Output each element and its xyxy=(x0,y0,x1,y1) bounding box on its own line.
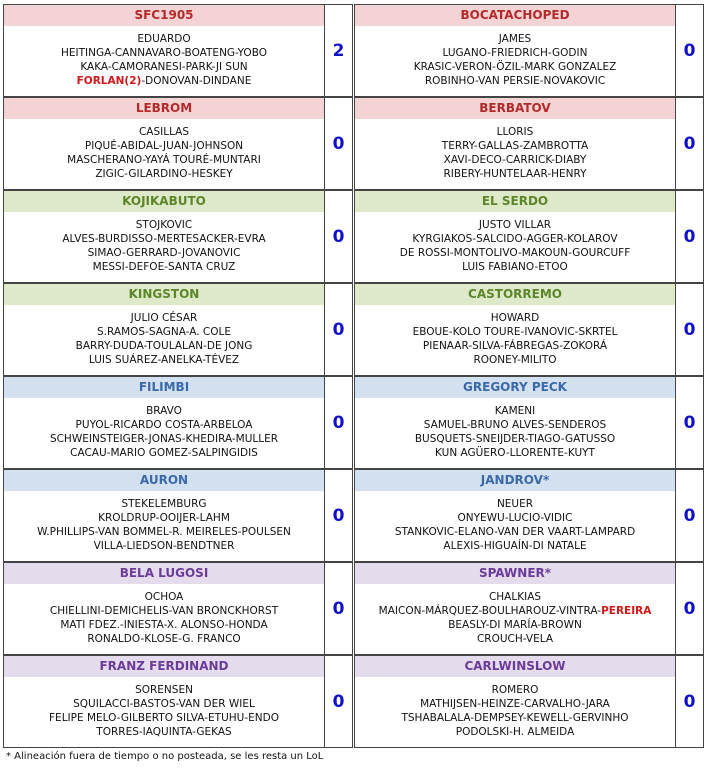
player-names: ALEXIS-HIGUAÍN-DI NATALE xyxy=(443,540,587,552)
lineup-line xyxy=(94,539,235,553)
lineup-line xyxy=(93,260,236,274)
lineup-line xyxy=(401,711,628,725)
match-row xyxy=(3,97,704,190)
player-names: KYRGIAKOS-SALCIDO-AGGER-KOLAROV xyxy=(412,233,618,245)
match-row xyxy=(3,283,704,376)
score: 0 xyxy=(676,376,704,469)
highlighted-player: TSHABALALA xyxy=(401,712,471,724)
team-box xyxy=(354,283,676,376)
team-box xyxy=(354,190,676,283)
lineup-line xyxy=(489,590,541,604)
team-name: FILIMBI xyxy=(4,377,324,398)
lineup-line xyxy=(89,353,239,367)
team-name: GREGORY PECK xyxy=(355,377,675,398)
score: 0 xyxy=(676,190,704,283)
lineup-line xyxy=(379,604,652,618)
team-name: SFC1905 xyxy=(4,5,324,26)
team-name: BELA LUGOSI xyxy=(4,563,324,584)
lineup-line xyxy=(444,153,587,167)
team-name: FRANZ FERDINAND xyxy=(4,656,324,677)
player-names: ONYEWU-LUCIO-VIDIC xyxy=(457,512,573,524)
lineup-line xyxy=(60,618,267,632)
score: 0 xyxy=(325,562,353,655)
team-box xyxy=(354,97,676,190)
player-names: JUSTO VILLAR xyxy=(478,219,552,231)
player-names: TERRY-GALLAS-ZAMBROTTA xyxy=(441,140,589,152)
team-box xyxy=(3,97,325,190)
player-names: ALVES-BURDISSO-MERTESACKER-EVRA xyxy=(62,233,266,245)
lineup xyxy=(4,677,324,747)
lineup-line xyxy=(420,697,610,711)
lineup-line xyxy=(76,339,253,353)
lineup-line xyxy=(98,511,230,525)
score: 0 xyxy=(325,376,353,469)
lineup-line xyxy=(499,32,531,46)
player-names: PODOLSKI-H. ALMEIDA xyxy=(455,726,575,738)
lineup-line xyxy=(131,311,198,325)
team-name: KOJIKABUTO xyxy=(4,191,324,212)
player-names: MATI FDEZ.-INIESTA-X. ALONSO-HONDA xyxy=(60,619,268,631)
team-name: BOCATACHOPED xyxy=(355,5,675,26)
score: 0 xyxy=(676,655,704,748)
match-row xyxy=(3,4,704,97)
lineup xyxy=(355,305,675,375)
player-names: PUYOL-RICARDO COSTA-ARBELOA xyxy=(75,419,253,431)
match-row xyxy=(3,562,704,655)
lineup-line xyxy=(477,632,553,646)
score: 0 xyxy=(325,469,353,562)
lineup-line xyxy=(424,418,606,432)
lineup-line xyxy=(413,325,618,339)
team-box xyxy=(354,562,676,655)
score: 0 xyxy=(676,283,704,376)
lineup-line xyxy=(497,497,533,511)
lineup-line xyxy=(458,511,573,525)
player-names: EDUARDO xyxy=(137,33,191,45)
lineup-line xyxy=(479,218,551,232)
lineup-line xyxy=(495,404,536,418)
player-names: BRAVO xyxy=(146,405,182,417)
player-names: KAMENI xyxy=(494,405,536,417)
team-box xyxy=(3,190,325,283)
lineup-line xyxy=(414,60,617,74)
lineup-line xyxy=(146,404,182,418)
lineup-line xyxy=(415,432,615,446)
player-names: W.PHILLIPS-VAN BOMMEL-R. MEIRELES-POULSEN xyxy=(37,526,291,538)
match-row xyxy=(3,655,704,748)
player-names: PIQUÉ-ABIDAL-JUAN-JOHNSON xyxy=(84,140,244,152)
team-name: BERBATOV xyxy=(355,98,675,119)
team-box xyxy=(3,655,325,748)
player-names: VILLA-LIEDSON-BENDTNER xyxy=(93,540,235,552)
lineup-line xyxy=(49,711,279,725)
lineup-line xyxy=(497,125,534,139)
lineup-line xyxy=(37,525,291,539)
player-names: BARRY-DUDA-TOULALAN-DE JONG xyxy=(75,340,253,352)
lineup-line xyxy=(61,46,267,60)
lineup-line xyxy=(88,246,241,260)
lineup-line xyxy=(425,74,605,88)
player-names: LUIS FABIANO-ETOO xyxy=(462,261,568,273)
team-name: CARLWINSLOW xyxy=(355,656,675,677)
player-names: STOJKOVIC xyxy=(135,219,193,231)
lineup xyxy=(355,212,675,282)
team-box xyxy=(3,469,325,562)
player-names: RONALDO-KLOSE-G. FRANCO xyxy=(87,633,241,645)
player-names: -SILVA-FÁBREGAS-ZOKORÁ xyxy=(468,340,608,352)
player-names: RIBERY-HUNTELAAR-HENRY xyxy=(443,168,587,180)
lineup-line xyxy=(395,525,635,539)
player-names: SIMAO-GERRARD-JOVANOVIC xyxy=(87,247,241,259)
player-names: ROONEY-MILITO xyxy=(473,354,557,366)
player-names: STEKELEMBURG xyxy=(121,498,207,510)
lineup-line xyxy=(97,325,231,339)
lineup-line xyxy=(412,232,617,246)
player-names: KROLDRUP-OOIJER-LAHM xyxy=(98,512,230,524)
lineup-line xyxy=(136,218,192,232)
player-names: BUSQUETS-SNEIJDER-TIAGO-GATUSSO xyxy=(414,433,616,445)
lineup-line xyxy=(95,167,232,181)
lineup-line xyxy=(400,246,630,260)
highlighted-player: GODIN xyxy=(552,47,588,59)
player-names: NEUER xyxy=(496,498,534,510)
lineup-line xyxy=(462,260,568,274)
player-names: MATHIJSEN-HEINZE-CARVALHO-JARA xyxy=(420,698,610,710)
score: 0 xyxy=(325,283,353,376)
player-names: MESSI-DEFOE-SANTA CRUZ xyxy=(92,261,236,273)
lineup-line xyxy=(87,632,240,646)
player-names: JULIO CÉSAR xyxy=(130,312,198,324)
player-names: STANKOVIC-ELANO-VAN DER VAART-LAMPARD xyxy=(394,526,636,538)
player-names: CROUCH-VELA xyxy=(476,633,554,645)
team-name: SPAWNER* xyxy=(355,563,675,584)
lineup-line xyxy=(442,139,588,153)
lineup-line xyxy=(145,590,184,604)
lineup xyxy=(4,305,324,375)
highlighted-player: PIENAAR xyxy=(422,340,469,352)
player-names: BEASLY-DI MARÍA-BROWN xyxy=(448,619,582,631)
team-box xyxy=(354,376,676,469)
score: 0 xyxy=(676,4,704,97)
lineup-line xyxy=(135,683,193,697)
team-name: LEBROM xyxy=(4,98,324,119)
highlighted-player: LUIS SUÁREZ xyxy=(88,354,158,366)
player-names: XAVI-DECO-CARRICK-DIABY xyxy=(443,154,587,166)
highlighted-player: LUGANO xyxy=(442,47,488,59)
player-names: ROBINHO-VAN PERSIE-NOVAKOVIC xyxy=(424,75,606,87)
player-names: HOWARD xyxy=(490,312,540,324)
lineup-line xyxy=(50,432,278,446)
team-box xyxy=(354,655,676,748)
player-names: CHALKIAS xyxy=(488,591,542,603)
player-names: HEITINGA-CANNAVARO-BOATENG-YOBO xyxy=(60,47,267,59)
team-box xyxy=(3,562,325,655)
lineup xyxy=(355,119,675,189)
scorer-name: PEREIRA xyxy=(601,605,652,617)
team-name: JANDROV* xyxy=(355,470,675,491)
lineup-line xyxy=(443,46,588,60)
team-box xyxy=(3,376,325,469)
lineup-line xyxy=(70,446,258,460)
lineup-line xyxy=(492,683,539,697)
player-names: SCHWEINSTEIGER-JONAS-KHEDIRA-MULLER xyxy=(49,433,279,445)
player-names: CHIELLINI-DEMICHELIS-VAN BRONCKHORST xyxy=(49,605,279,617)
lineup-line xyxy=(443,539,586,553)
lineup-line xyxy=(73,697,255,711)
score: 0 xyxy=(325,190,353,283)
lineup xyxy=(4,584,324,654)
lineup xyxy=(4,491,324,561)
score: 0 xyxy=(325,97,353,190)
lineup-line xyxy=(62,232,265,246)
match-row xyxy=(3,469,704,562)
player-names: ROMERO xyxy=(491,684,539,696)
lineup-line xyxy=(473,353,556,367)
lineup xyxy=(355,398,675,468)
team-name: CASTORREMO xyxy=(355,284,675,305)
lineup-line xyxy=(77,74,252,88)
player-names: KUN AGÜERO-LLORENTE-KUYT xyxy=(435,447,595,459)
team-name: EL SERDO xyxy=(355,191,675,212)
match-row xyxy=(3,376,704,469)
player-names: JAMES xyxy=(498,33,532,45)
team-box xyxy=(354,4,676,97)
player-names: SORENSEN xyxy=(135,684,193,696)
lineup-line xyxy=(67,153,261,167)
player-names: LLORIS xyxy=(496,126,534,138)
score: 0 xyxy=(676,469,704,562)
player-names: MASCHERANO-YAYÁ TOURÉ-MUNTARI xyxy=(67,154,261,166)
lineup-line xyxy=(456,725,575,739)
player-names: CACAU-MARIO GOMEZ-SALPINGIDIS xyxy=(70,447,258,459)
player-names: S.RAMOS-SAGNA-A. COLE xyxy=(97,326,231,338)
lineup-line xyxy=(80,60,247,74)
player-names: KRASIC-VERON-ÖZIL-MARK GONZALEZ xyxy=(413,61,617,73)
lineup-line xyxy=(448,618,582,632)
lineup-line xyxy=(50,604,278,618)
player-names: -ANELKA-TÉVEZ xyxy=(157,354,240,366)
player-names: -DONOVAN-DINDANE xyxy=(141,75,252,87)
player-names: DE ROSSI-MONTOLIVO-MAKOUN-GOURCUFF xyxy=(399,247,631,259)
team-box xyxy=(354,469,676,562)
lineup xyxy=(355,26,675,96)
lineup xyxy=(4,398,324,468)
lineup xyxy=(355,677,675,747)
lineup-line xyxy=(121,497,206,511)
team-name: AURON xyxy=(4,470,324,491)
player-names: TORRES-IAQUINTA-GEKAS xyxy=(96,726,232,738)
match-row xyxy=(3,190,704,283)
score: 0 xyxy=(676,562,704,655)
lineup-line xyxy=(435,446,595,460)
team-name: KINGSTON xyxy=(4,284,324,305)
scorer-name: FORLAN(2) xyxy=(76,75,142,87)
player-names: -DEMPSEY-KEWELL-GERVINHO xyxy=(470,712,629,724)
lineup-line xyxy=(76,418,253,432)
lineup-line xyxy=(85,139,243,153)
lineup-line xyxy=(139,125,189,139)
lineup-line xyxy=(491,311,540,325)
player-names: FELIPE MELO-GILBERTO SILVA-ETUHU-ENDO xyxy=(49,712,279,724)
lineup xyxy=(4,26,324,96)
lineup-line xyxy=(137,32,190,46)
lineup xyxy=(4,119,324,189)
player-names: ZIGIC-GILARDINO-HESKEY xyxy=(95,168,233,180)
player-names: KAKA-CAMORANESI-PARK-JI SUN xyxy=(80,61,248,73)
lineup-line xyxy=(443,167,586,181)
matchups-grid xyxy=(3,4,704,748)
player-names: MAICON-MÁRQUEZ-BOULHAROUZ-VINTRA- xyxy=(378,605,602,617)
score: 0 xyxy=(325,655,353,748)
lineup-line xyxy=(96,725,231,739)
lineup xyxy=(4,212,324,282)
player-names: EBOUE-KOLO TOURE-IVANOVIC-SKRTEL xyxy=(412,326,618,338)
lineup xyxy=(355,584,675,654)
score: 2 xyxy=(325,4,353,97)
lineup xyxy=(355,491,675,561)
team-box xyxy=(3,4,325,97)
player-names: CASILLAS xyxy=(138,126,190,138)
player-names: -FRIEDRICH- xyxy=(487,47,553,59)
team-box xyxy=(3,283,325,376)
player-names: SAMUEL-BRUNO ALVES-SENDEROS xyxy=(423,419,607,431)
lineup-line xyxy=(423,339,607,353)
score: 0 xyxy=(676,97,704,190)
player-names: SQUILACCI-BASTOS-VAN DER WIEL xyxy=(73,698,255,710)
player-names: OCHOA xyxy=(144,591,184,603)
footnote: * Alineación fuera de tiempo o no posteada, se les resta un LoL xyxy=(6,751,324,762)
